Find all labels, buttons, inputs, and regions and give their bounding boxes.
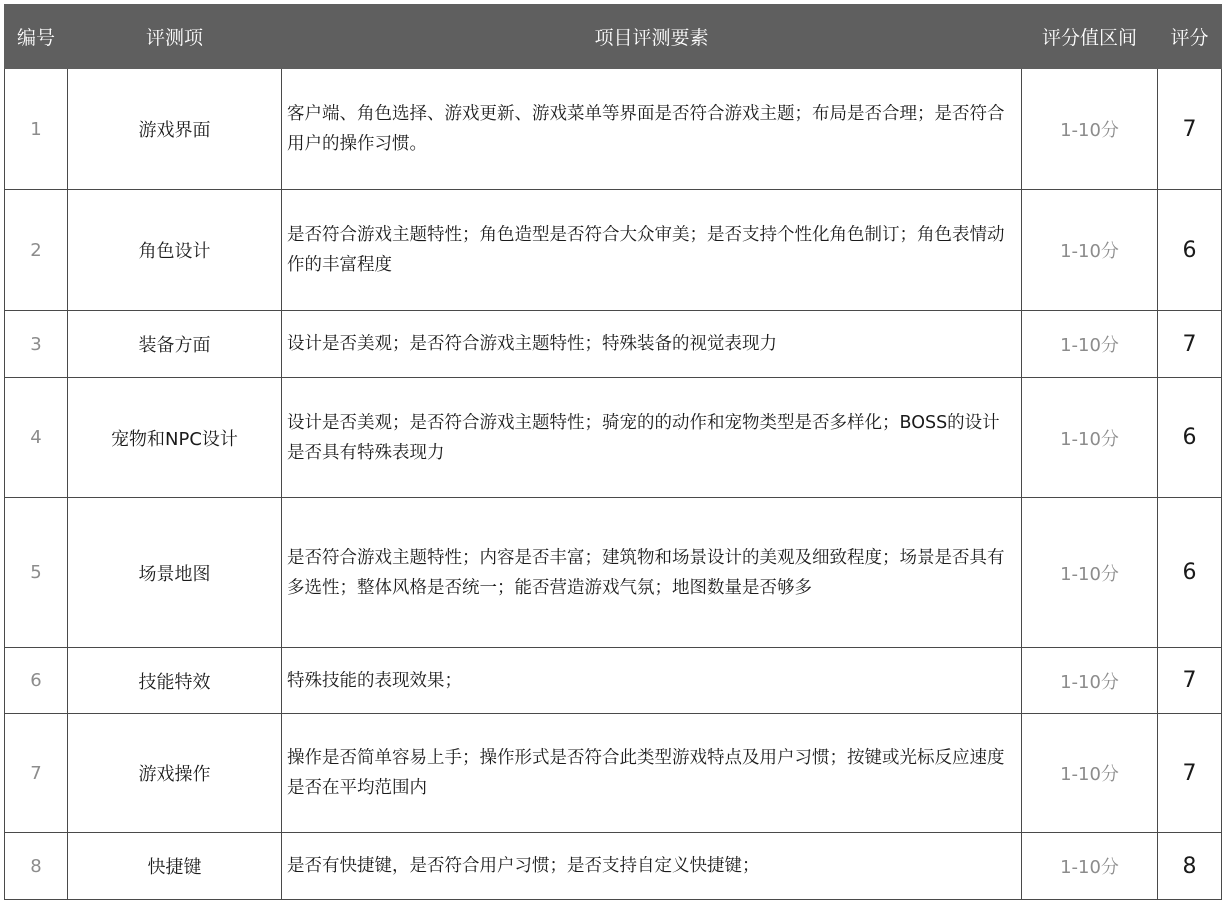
row-item: 游戏操作 (68, 714, 282, 833)
row-range: 1-10分 (1022, 498, 1158, 648)
row-range: 1-10分 (1022, 378, 1158, 498)
table-row (5, 498, 1222, 648)
row-score: 8 (1158, 833, 1222, 900)
row-range: 1-10分 (1022, 714, 1158, 833)
row-number: 2 (5, 190, 68, 311)
row-score: 7 (1158, 714, 1222, 833)
row-criteria: 是否有快捷键，是否符合用户习惯；是否支持自定义快捷键； (282, 833, 1022, 900)
row-item: 游戏界面 (68, 69, 282, 190)
row-number: 8 (5, 833, 68, 900)
row-score: 7 (1158, 648, 1222, 714)
row-criteria: 特殊技能的表现效果； (282, 648, 1022, 714)
row-number: 1 (5, 69, 68, 190)
row-criteria: 是否符合游戏主题特性；内容是否丰富；建筑物和场景设计的美观及细致程度；场景是否具有多选性；整体风格是否统一；能否营造游戏气氛；地图数量是否够多 (282, 498, 1022, 648)
table-row (5, 648, 1222, 714)
row-score: 6 (1158, 190, 1222, 311)
row-number: 4 (5, 378, 68, 498)
row-criteria: 客户端、角色选择、游戏更新、游戏菜单等界面是否符合游戏主题；布局是否合理；是否符合用户的操作习惯。 (282, 69, 1022, 190)
row-range: 1-10分 (1022, 311, 1158, 378)
table-body (5, 69, 1222, 900)
row-number: 5 (5, 498, 68, 648)
table-row (5, 69, 1222, 190)
row-score: 6 (1158, 498, 1222, 648)
row-item: 场景地图 (68, 498, 282, 648)
header-criteria: 项目评测要素 (282, 5, 1022, 69)
table-row (5, 378, 1222, 498)
row-range: 1-10分 (1022, 69, 1158, 190)
row-number: 3 (5, 311, 68, 378)
table-row (5, 311, 1222, 378)
row-number: 6 (5, 648, 68, 714)
row-criteria: 操作是否简单容易上手；操作形式是否符合此类型游戏特点及用户习惯；按键或光标反应速度是否在平均范围内 (282, 714, 1022, 833)
row-score: 7 (1158, 311, 1222, 378)
header-row (5, 5, 1222, 69)
table-row (5, 714, 1222, 833)
row-criteria: 是否符合游戏主题特性；角色造型是否符合大众审美；是否支持个性化角色制订；角色表情动作的丰富程度 (282, 190, 1022, 311)
row-range: 1-10分 (1022, 648, 1158, 714)
row-item: 快捷键 (68, 833, 282, 900)
row-item: 装备方面 (68, 311, 282, 378)
table-row (5, 190, 1222, 311)
row-score: 7 (1158, 69, 1222, 190)
evaluation-table (4, 4, 1222, 900)
row-item: 角色设计 (68, 190, 282, 311)
row-item: 技能特效 (68, 648, 282, 714)
header-number: 编号 (5, 5, 68, 69)
row-range: 1-10分 (1022, 190, 1158, 311)
row-item: 宠物和NPC设计 (68, 378, 282, 498)
table-header (5, 5, 1222, 69)
header-score: 评分 (1158, 5, 1222, 69)
row-criteria: 设计是否美观；是否符合游戏主题特性；特殊装备的视觉表现力 (282, 311, 1022, 378)
header-range: 评分值区间 (1022, 5, 1158, 69)
row-number: 7 (5, 714, 68, 833)
header-item: 评测项 (68, 5, 282, 69)
row-score: 6 (1158, 378, 1222, 498)
row-criteria: 设计是否美观；是否符合游戏主题特性；骑宠的的动作和宠物类型是否多样化；BOSS的设计是否具有特殊表现力 (282, 378, 1022, 498)
table-row (5, 833, 1222, 900)
row-range: 1-10分 (1022, 833, 1158, 900)
